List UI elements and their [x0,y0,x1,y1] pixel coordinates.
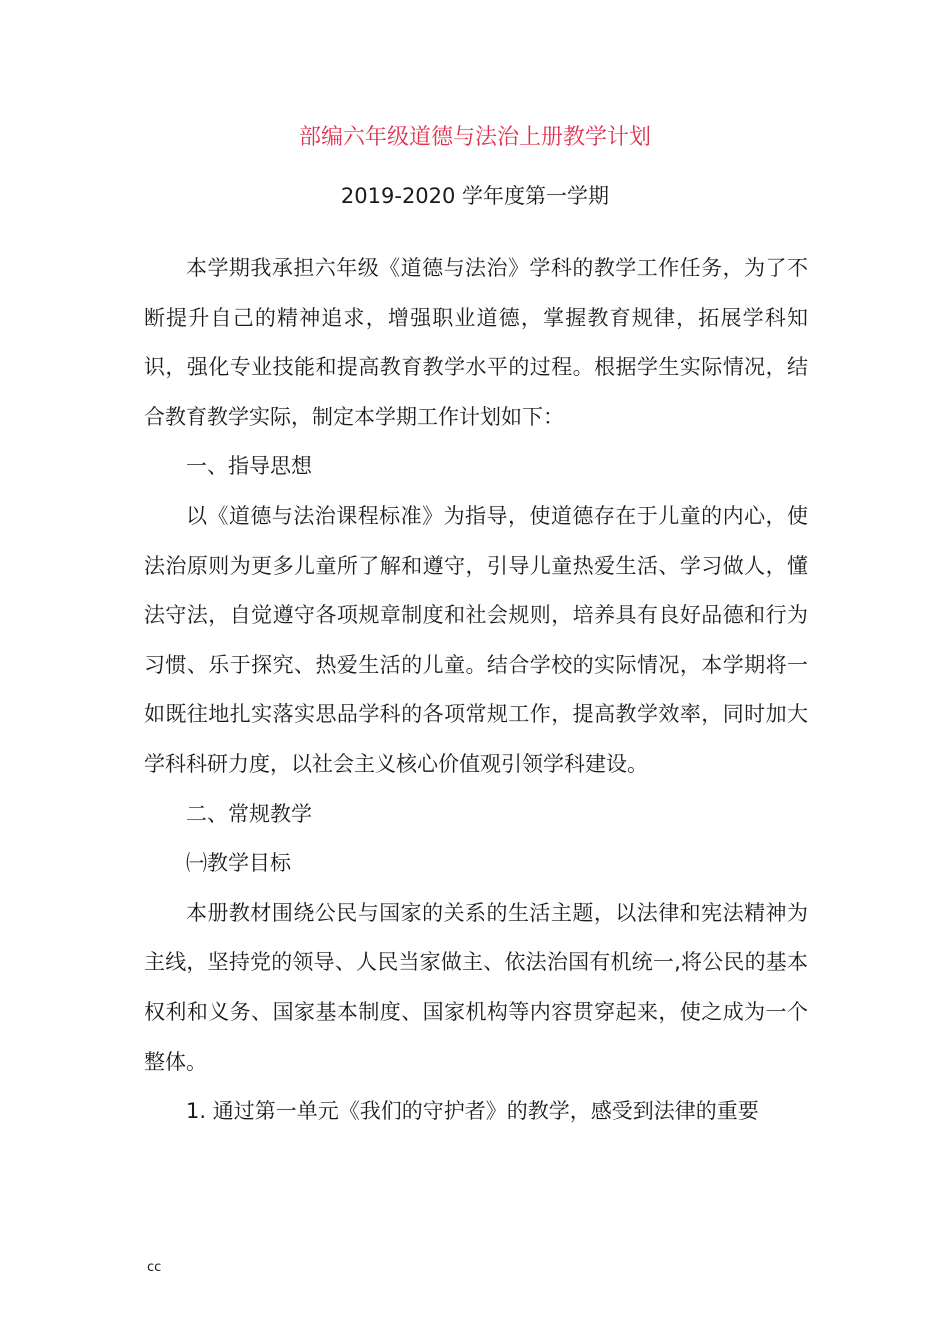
document-subtitle: 2019-2020 学年度第一学期 [340,184,610,208]
paragraph-guiding-thought: 以《道德与法治课程标准》为指导，使道德存在于儿童的内心，使法治原则为更多儿童所了解和遵守，引导儿童热爱生活、学习做人，懂法守法，自觉遵守各项规章制度和社会规则，培养具有良好品德和行为习惯、乐于探究、热爱生活的儿童。结合学校的实际情况，本学期将一如既往地扎实落实思品学科的各项常规工作，提高教学效率，同时加大学科科研力度，以社会主义核心价值观引领学科建设。 [144,503,808,776]
page-footer-text: cc [147,1260,162,1275]
subsection-heading-teaching-goals: ㈠教学目标 [186,851,291,876]
section-heading-routine-teaching: 二、常规教学 [186,801,312,826]
list-item-1: 1. 通过第一单元《我们的守护者》的教学，感受到法律的重要 [186,1099,759,1124]
paragraph-teaching-goals: 本册教材围绕公民与国家的关系的生活主题，以法律和宪法精神为主线，坚持党的领导、人民当家做主、依法治国有机统一,将公民的基本权利和义务、国家基本制度、国家机构等内容贯穿起来，使之成为一个整体。 [144,900,808,1074]
paragraph-intro: 本学期我承担六年级《道德与法治》学科的教学工作任务，为了不断提升自己的精神追求，增强职业道德，掌握教育规律，拓展学科知识，强化专业技能和提高教育教学水平的过程。根据学生实际情况，结合教育教学实际，制定本学期工作计划如下： [144,256,808,429]
section-heading-guiding-thought: 一、指导思想 [186,454,312,479]
document-body [144,244,808,1137]
document-title: 部编六年级道德与法治上册教学计划 [298,125,651,150]
